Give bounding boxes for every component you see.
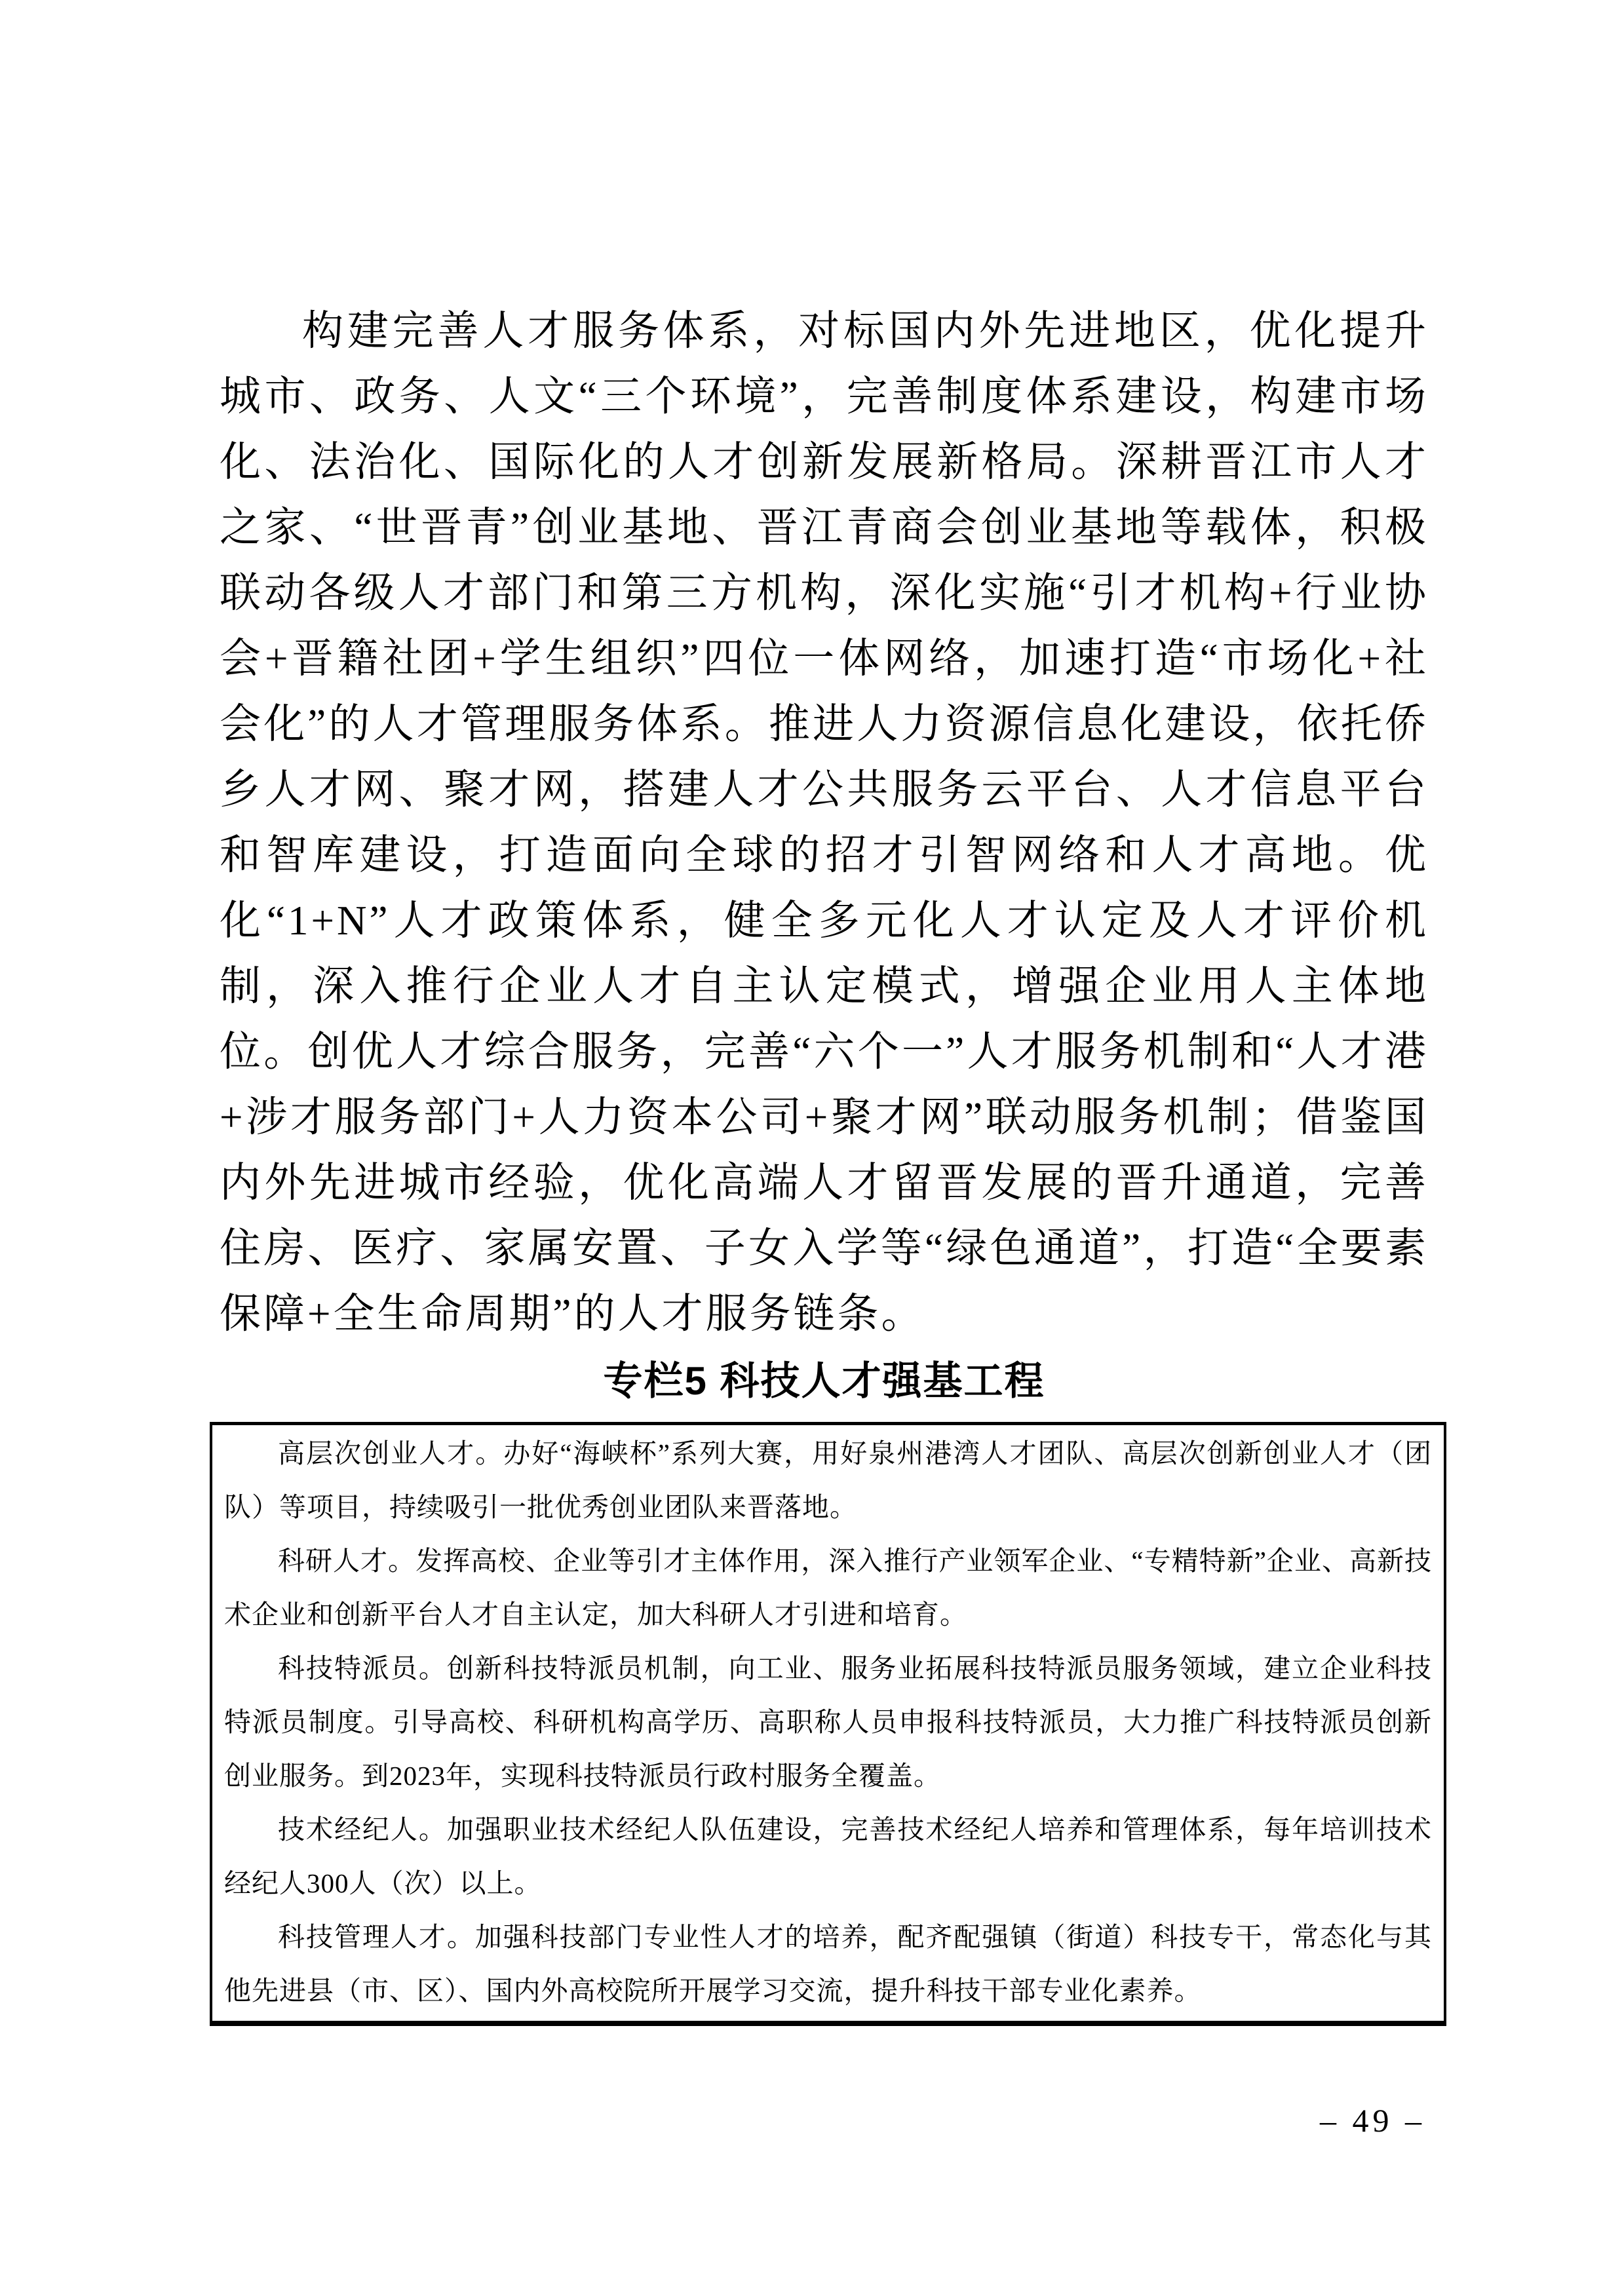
column-box-title: 专栏5 科技人才强基工程 <box>603 1359 1045 1403</box>
column-box <box>210 1422 1446 2026</box>
body-paragraph: 构建完善人才服务体系，对标国内外先进地区，优化提升城市、政务、人文“三个环境”，完善制度体系建设，构建市场化、法治化、国际化的人才创新发展新格局。深耕晋江市人才之家、“世晋青”创业基地、晋江青商会创业基地等载体，积极联动各级人才部门和第三方机构，深化实施“引才机构+行业协会+晋籍社团+学生组织”四位一体网络，加速打造“市场化+社会化”的人才管理服务体系。推进人力资源信息化建设，依托侨乡人才网、聚才网，搭建人才公共服务云平台、人才信息平台和智库建设，打造面向全球的招才引智网络和人才高地。优化“1+N”人才政策体系，健全多元化人才认定及人才评价机制，深入推行企业人才自主认定模式，增强企业用人主体地位。创优人才综合服务，完善“六个一”人才服务机制和“人才港+涉才服务部门+人力资本公司+聚才网”联动服务机制；借鉴国内外先进城市经验，优化高端人才留晋发展的晋升通道，完善住房、医疗、家属安置、子女入学等“绿色通道”，打造“全要素保障+全生命周期”的人才服务链条。 <box>220 308 1429 1337</box>
column-box-item: 科研人才。发挥高校、企业等引才主体作用，深入推行产业领军企业、“专精特新”企业、高新技术企业和创新平台人才自主认定，加大科研人才引进和培育。 <box>224 1546 1432 1630</box>
column-box-item: 高层次创业人才。办好“海峡杯”系列大赛，用好泉州港湾人才团队、高层次创新创业人才（团队）等项目，持续吸引一批优秀创业团队来晋落地。 <box>224 1438 1432 1522</box>
column-box-item: 科技管理人才。加强科技部门专业性人才的培养，配齐配强镇（街道）科技专干，常态化与其他先进县（市、区）、国内外高校院所开展学习交流，提升科技干部专业化素养。 <box>224 1922 1432 2006</box>
body-text-block <box>220 298 1429 1347</box>
page-number: – 49 – <box>1320 2102 1425 2139</box>
column-box-item: 科技特派员。创新科技特派员机制，向工业、服务业拓展科技特派员服务领域，建立企业科技特派员制度。引导高校、科研机构高学历、高职称人员申报科技特派员，大力推广科技特派员创新创业服务。到2023年，实现科技特派员行政村服务全覆盖。 <box>224 1653 1432 1791</box>
column-box-item: 技术经纪人。加强职业技术经纪人队伍建设，完善技术经纪人培养和管理体系，每年培训技术经纪人300人（次）以上。 <box>224 1814 1432 1898</box>
